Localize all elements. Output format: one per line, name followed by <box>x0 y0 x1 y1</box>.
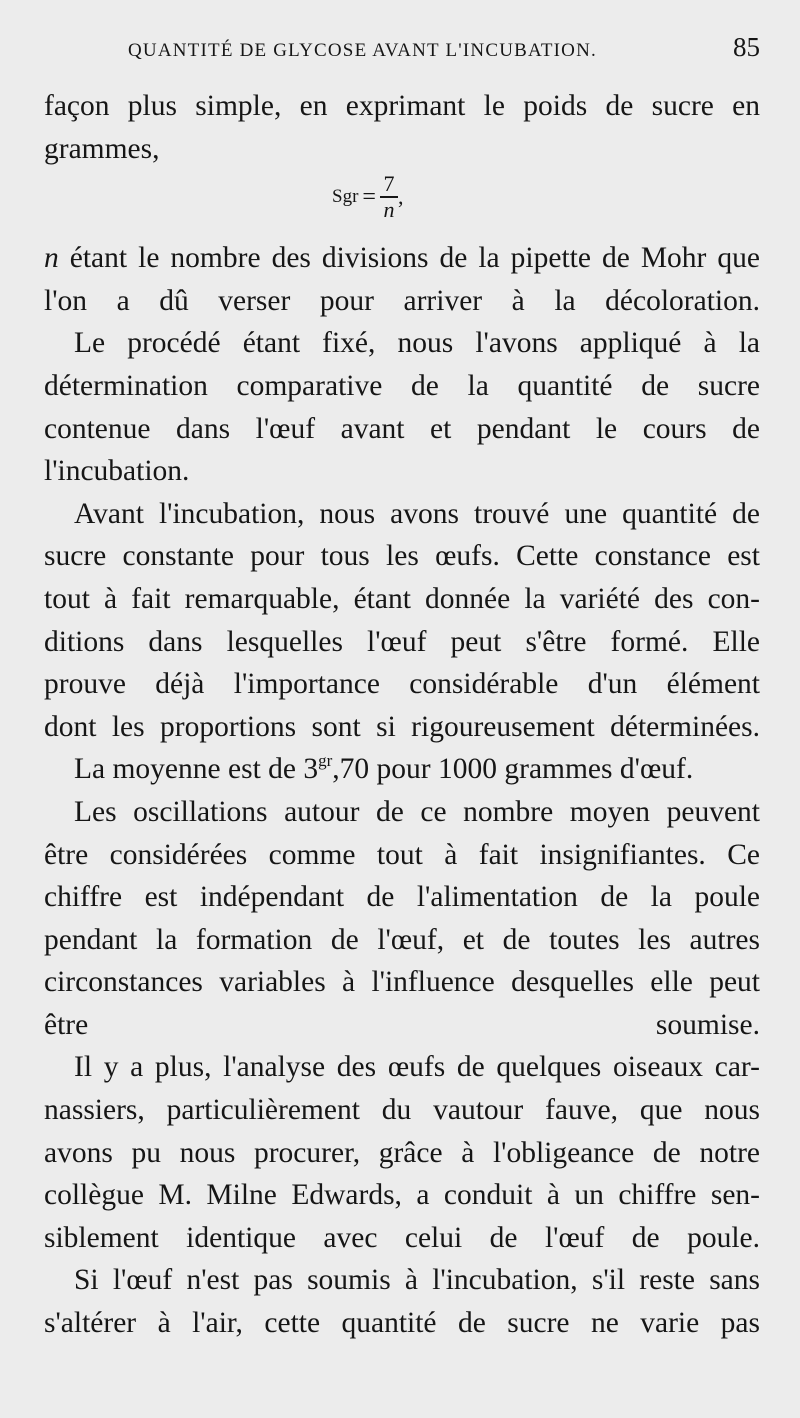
paragraph <box>44 748 760 791</box>
unit-superscript: gr <box>318 751 333 771</box>
page-number: 85 <box>733 32 760 62</box>
text-line: Si l'œuf n'est pas soumis à l'incubation, s'il reste sans <box>74 1264 760 1297</box>
formula <box>44 170 760 237</box>
formula-fraction <box>380 172 398 222</box>
text-line: tout à fait remarquable, étant donnée la variété des con- <box>44 582 760 615</box>
formula-lhs: Sgr <box>332 185 359 207</box>
text-line: circonstances variables à l'influence desquelles elle peut <box>44 966 760 999</box>
paragraph <box>44 791 760 1047</box>
text-line: Les oscillations autour de ce nombre moyen peuvent <box>74 795 760 828</box>
text-line: étant le nombre des divisions de la pipette de Mohr que <box>58 242 760 275</box>
body-text <box>44 85 760 1345</box>
text-line: Il y a plus, l'analyse des œufs de quelques oiseaux car- <box>74 1051 760 1084</box>
text-line: chiffre est indépendant de l'alimentation de la poule <box>44 881 760 914</box>
text-line: l'on a dû verser pour arriver à la décoloration. <box>44 284 760 317</box>
text-line: l'incubation. <box>44 455 190 488</box>
paragraph <box>44 493 760 749</box>
text-line: être soumise. <box>44 1008 760 1041</box>
paragraph <box>44 237 760 322</box>
text-line: prouve déjà l'importance considérable d'un élément <box>44 668 760 701</box>
text-line: siblement identique avec celui de l'œuf de poule. <box>44 1221 760 1254</box>
paragraph <box>44 1046 760 1259</box>
text-line: nassiers, particulièrement du vautour fauve, que nous <box>44 1094 760 1127</box>
text-line: avons pu nous procurer, grâce à l'obligeance de notre <box>44 1136 760 1169</box>
text-line: façon plus simple, en exprimant le poids de sucre en <box>44 90 760 122</box>
text-line: contenue dans l'œuf avant et pendant le cours de <box>44 412 760 445</box>
text-line: pendant la formation de l'œuf, et de toutes les autres <box>44 923 760 956</box>
variable-n: n <box>44 242 59 275</box>
text-line: Avant l'incubation, nous avons trouvé une quantité de <box>74 497 760 530</box>
text-line: dont les proportions sont si rigoureusement déterminées. <box>44 710 760 743</box>
text-line: être considérées comme tout à fait insignifiantes. Ce <box>44 838 760 871</box>
text-line: grammes, <box>44 132 160 165</box>
text-line: ditions dans lesquelles l'œuf peut s'être formé. Elle <box>44 625 760 658</box>
text-line: sucre constante pour tous les œufs. Cette constance est <box>44 540 760 573</box>
paragraph <box>44 1259 760 1344</box>
text-line: s'altérer à l'air, cette quantité de sucre ne varie pas <box>44 1307 760 1340</box>
text-line: collègue M. Milne Edwards, a conduit à un chiffre sen- <box>44 1179 760 1212</box>
fraction-numerator: 7 <box>383 171 395 197</box>
page-header <box>128 30 760 70</box>
paragraph <box>44 322 760 492</box>
running-title: QUANTITÉ DE GLYCOSE AVANT L'INCUBATION. <box>128 40 597 61</box>
text-fragment: ,70 pour 1000 grammes d'œuf. <box>332 753 694 786</box>
text-line: détermination comparative de la quantité de sucre <box>44 369 760 402</box>
fraction-denominator: n <box>383 196 395 222</box>
text-fragment: La moyenne est de 3 <box>74 753 319 786</box>
text-line: Le procédé étant fixé, nous l'avons appliqué à la <box>74 327 760 360</box>
formula-equals: = <box>362 183 376 210</box>
paragraph <box>44 85 760 170</box>
formula-comma: , <box>397 183 404 209</box>
